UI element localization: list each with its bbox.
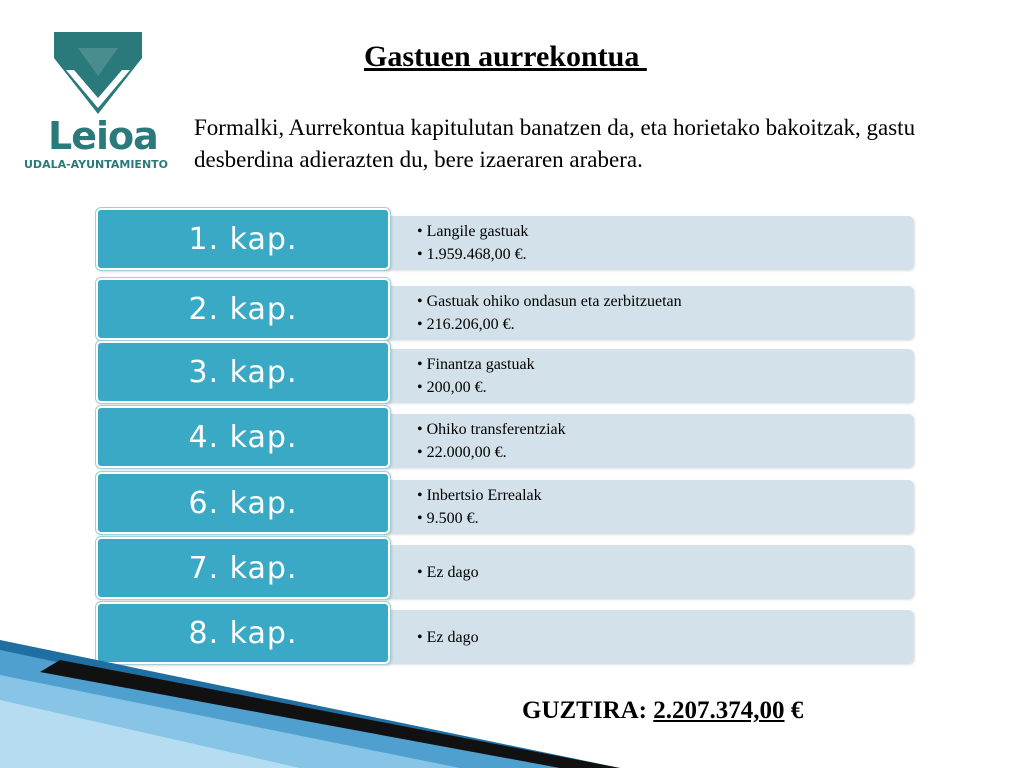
chapter-bullet: • Finantza gastuak [417,356,535,373]
chapter-bullets [417,220,908,266]
chapter-detail-box [381,216,914,270]
chapter-bullet: • 200,00 €. [417,379,487,396]
chapter-bullet: • 216.206,00 €. [417,316,515,333]
chapter-bullets [417,418,908,464]
chapter-bullet: • Ez dago [417,563,479,581]
chapter-label: 1. kap. [188,221,298,257]
chapter-row [96,537,916,599]
total-value: 2.207.374,00 [653,697,785,724]
chapter-label: 4. kap. [188,419,298,455]
intro-paragraph: Formalki, Aurrekontua kapitulutan banatzen da, eta horietako bakoitzak, gastu desberdina adierazten du, bere izaeraren arabera. [194,115,916,172]
chapter-bullet: • Gastuak ohiko ondasun eta zerbitzuetan [417,293,682,310]
decorative-swoosh [0,620,620,768]
chapter-label: 6. kap. [188,485,298,521]
chapter-detail-box [381,480,914,534]
chapter-label: 3. kap. [188,354,298,390]
logo-wordmark: Leioa [48,114,158,158]
chapter-bullet: • 22.000,00 €. [417,444,507,461]
chapter-bullet: • Langile gastuak [417,223,529,240]
chapter-row [96,472,916,534]
total-label: GUZTIRA: [522,697,654,724]
chapter-bullets [417,484,908,530]
page-title: Gastuen aurrekontua [364,40,647,73]
chapter-bullets [417,290,908,336]
logo-subtitle: UDALA-AYUNTAMIENTO [24,158,169,171]
chapter-bullets [417,353,908,399]
chapter-chip [96,278,390,340]
leioa-emblem-icon [52,32,144,114]
chapter-detail-box [381,349,914,403]
chapter-label: 8. kap. [188,615,298,651]
chapter-chip [96,472,390,534]
chapter-row [96,278,916,340]
leioa-logo [24,30,174,175]
chapter-bullet: • 9.500 €. [417,510,479,527]
chapter-label: 7. kap. [188,550,298,586]
chapter-row [96,341,916,403]
chapter-chip [96,208,390,270]
chapter-chip [96,537,390,599]
chapter-chip [96,341,390,403]
chapter-row [96,208,916,270]
chapter-bullet: • Ohiko transferentziak [417,421,566,438]
chapter-bullet: • Ez dago [417,628,479,646]
chapter-detail-box [381,286,914,340]
chapter-bullets [417,549,908,595]
chapter-detail-box [381,545,914,599]
total-currency: € [784,697,804,724]
chapter-bullet: • Inbertsio Errealak [417,487,542,504]
chapter-row [96,406,916,468]
chapter-chip [96,406,390,468]
chapter-bullet: • 1.959.468,00 €. [417,246,527,263]
chapter-label: 2. kap. [188,291,298,327]
chapter-detail-box [381,414,914,468]
